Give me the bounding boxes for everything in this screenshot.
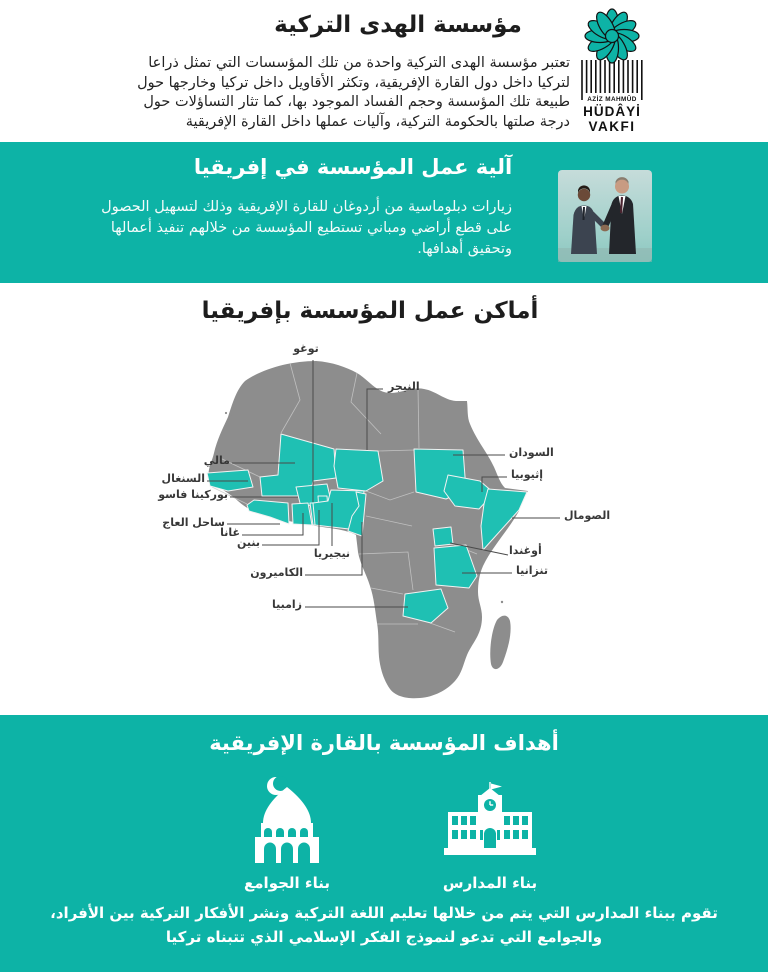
header-paragraph <box>100 54 570 132</box>
map-label-tanzania: تنزانيا <box>516 564 548 577</box>
goal-label-schools: بناء المدارس <box>442 874 538 892</box>
map-label-ivory-coast: ساحل العاج <box>162 516 225 529</box>
mechanism-paragraph <box>82 197 512 260</box>
map-label-uganda: أوغندا <box>509 544 542 557</box>
map-label-benin: بنين <box>236 536 260 549</box>
map-label-niger: النيجر <box>388 380 420 393</box>
map-label-senegal: السنغال <box>161 472 205 485</box>
country-somalia <box>481 489 527 550</box>
header-paragraph-line: درجة صلتها بالحكومة التركية، وآليات عملها داخل القارة الإفريقية <box>185 113 570 130</box>
goals-paragraph-line: والجوامع التي تدعو لنموذج الفكر الإسلامي الذي تتبناه تركيا <box>165 928 603 946</box>
erdogan-handshake-photo <box>558 170 652 262</box>
map-label-sudan: السودان <box>509 446 554 459</box>
header-paragraph-line: تعتبر مؤسسة الهدى التركية واحدة من تلك المؤسسات التي تمثل ذراعا <box>148 55 570 71</box>
hudayi-vakfi-logo <box>574 6 650 134</box>
goal-label-mosques: بناء الجوامع <box>244 874 330 892</box>
map-label-nigeria: نيجيريا <box>313 547 351 560</box>
logo-top-text: AZİZ MAHMÛD <box>587 96 637 103</box>
map-label-togo: توغو <box>293 342 319 355</box>
map-label-cameroon: الكاميرون <box>250 566 303 579</box>
header-paragraph-line: لتركيا داخل دول القارة الإفريقية، وتكثر الأقاويل داخل تركيا وخارجها حول <box>137 74 570 91</box>
africa-continent-shape <box>209 361 528 698</box>
africa-map <box>150 340 620 720</box>
map-heading: أماكن عمل المؤسسة بإفريقيا <box>201 298 539 324</box>
logo-flower-icon <box>585 9 639 63</box>
logo-suffix-text: VAKFI <box>588 119 636 134</box>
map-label-ethiopia: إثيوبيا <box>511 468 544 481</box>
logo-name-text: HÜDÂYİ <box>583 104 641 119</box>
country-ghana <box>292 503 312 525</box>
header-paragraph-line: طبيعة تلك المؤسسة وحجم الفساد الموجود بها، كما تثار التساؤلات حول <box>143 94 570 110</box>
country-ivory-coast <box>247 500 289 524</box>
mosque-icon <box>248 773 326 865</box>
goals-paragraph <box>34 901 734 949</box>
mechanism-paragraph-line: على قطع أراضي ومباني تستطيع المؤسسة من خلالهم تنفيذ أعمالها <box>110 220 512 236</box>
map-label-ghana: غانا <box>220 526 240 539</box>
school-icon <box>440 782 540 862</box>
mosque-doors <box>264 843 310 864</box>
map-label-burkina-faso: بوركينا فاسو <box>158 488 228 501</box>
mechanism-paragraph-line: زيارات دبلوماسية من أردوغان للقارة الإفريقية وذلك لتسهيل الحصول <box>101 199 512 215</box>
country-niger <box>334 449 383 491</box>
mechanism-paragraph-line: وتحقيق أهدافها. <box>417 241 512 257</box>
map-label-zambia: زامبيا <box>271 598 302 611</box>
madagascar-shape <box>490 616 510 669</box>
map-label-somalia: الصومال <box>564 509 611 522</box>
goals-heading: أهداف المؤسسة بالقارة الإفريقية <box>209 731 559 755</box>
map-label-mali: مالي <box>203 454 230 467</box>
handshake-hands <box>601 225 610 232</box>
page-title: مؤسسة الهدى التركية <box>274 12 522 38</box>
goals-paragraph-line: تقوم ببناء المدارس التي يتم من خلالها تعليم اللغة التركية ونشر الأفكار التركية بين الأفراد، <box>50 904 718 922</box>
mechanism-heading: آلية عمل المؤسسة في إفريقيا <box>193 155 513 179</box>
